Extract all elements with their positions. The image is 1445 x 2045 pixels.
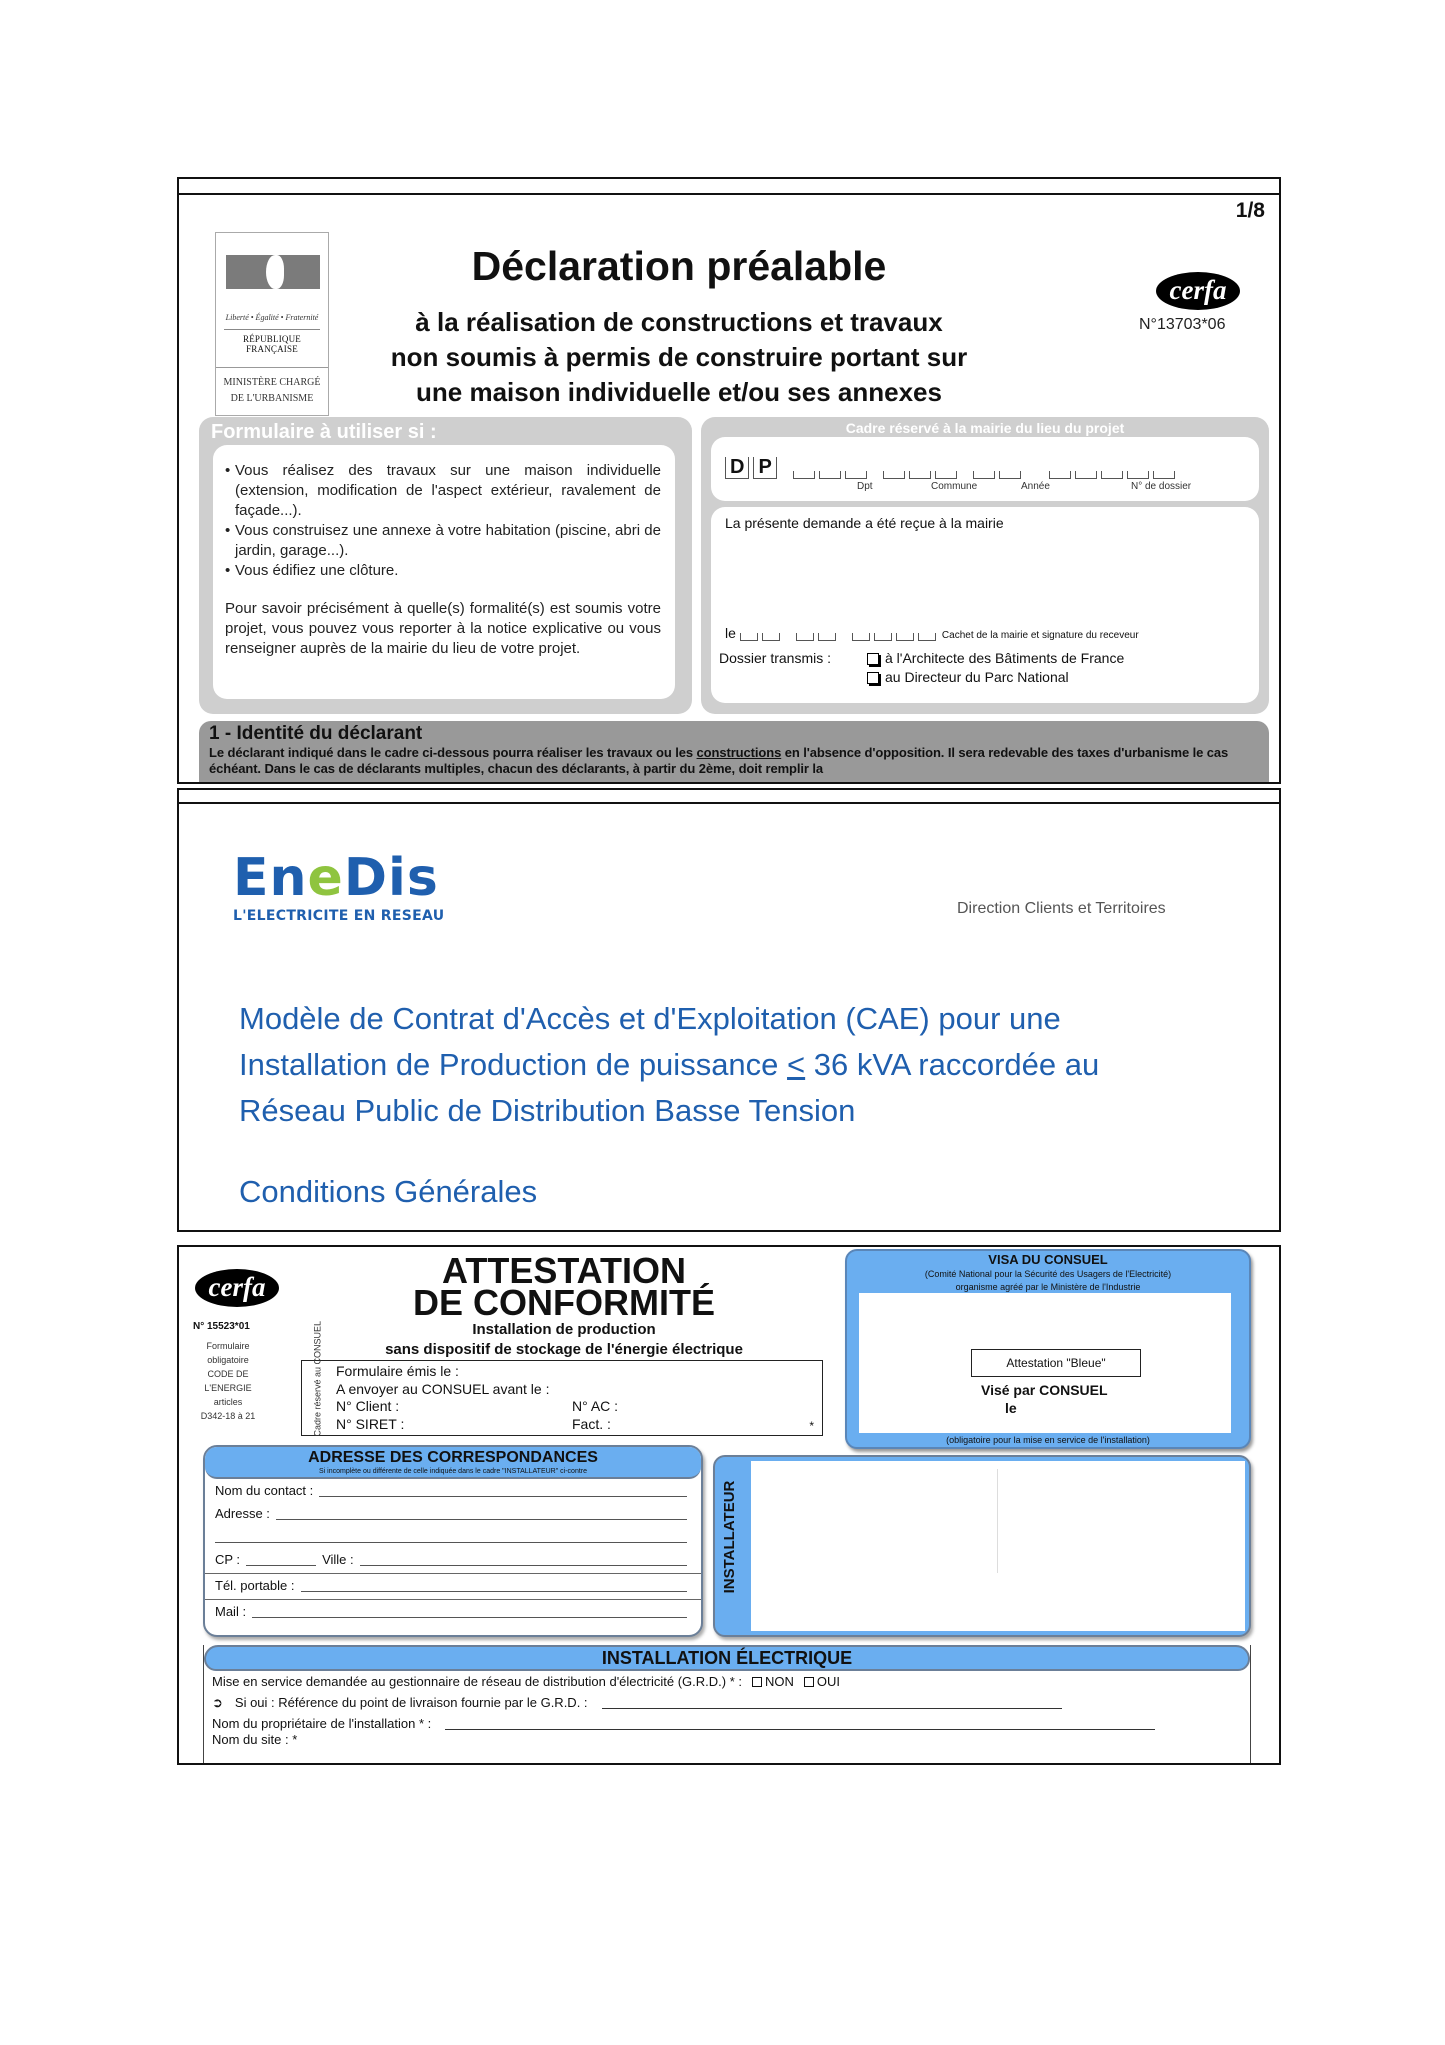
cerfa-logo: cerfa: [1156, 272, 1240, 310]
dossier-number-box: [711, 437, 1259, 501]
correspondence-address-box: [203, 1445, 703, 1637]
required-star: *: [809, 1419, 814, 1433]
cerfa-number: N° 15523*01: [193, 1321, 250, 1332]
dpt-slot[interactable]: [819, 471, 841, 479]
date-slot[interactable]: [874, 633, 892, 641]
cerfa-number: N°13703*06: [1139, 316, 1226, 333]
checkbox-oui[interactable]: [804, 1677, 814, 1687]
dossier-slot[interactable]: [1127, 471, 1149, 479]
cerfa-logo: cerfa: [195, 1269, 279, 1307]
visa-stamp-area: [859, 1293, 1231, 1433]
option-oui: OUI: [816, 1674, 840, 1689]
page-number: 1/8: [1235, 199, 1265, 222]
phone-field[interactable]: Tél. portable :: [205, 1574, 701, 1597]
annee-slot[interactable]: [999, 471, 1021, 479]
field-client: N° Client :: [336, 1398, 400, 1414]
option-label: à l'Architecte des Bâtiments de France: [885, 650, 1125, 666]
dp-letter: P: [753, 457, 776, 479]
contact-input-line[interactable]: [319, 1485, 687, 1497]
attestation-subtitle-2: sans dispositif de stockage de l'énergie électrique: [385, 1341, 743, 1358]
section-identite-declarant: [199, 721, 1269, 784]
date-slot[interactable]: [918, 633, 936, 641]
usage-list: [225, 461, 661, 581]
subtitle-line: non soumis à permis de construire portant sur: [390, 342, 968, 372]
cp-city-field[interactable]: CP : Ville :: [205, 1548, 701, 1571]
logo-ministry: [218, 375, 326, 407]
le-label: le: [725, 625, 736, 641]
pdl-reference-row[interactable]: ➲ Si oui : Référence du point de livraison fournie par le G.R.D. :: [204, 1692, 1250, 1713]
conditions-generales-heading: Conditions Générales: [239, 1174, 538, 1209]
cachet-label: Cachet de la mairie et signature du receveur: [941, 630, 1139, 641]
section-text-part: en l'absence d'opposition. Il sera redevable des taxes d'urbanisme le cas échéant. Dans le cas de déclarants multiples, chacun des déclarants, à partir du 2ème, doit remplir la: [209, 745, 1229, 776]
city-input-line[interactable]: [360, 1554, 687, 1566]
electrical-installation-section: [203, 1645, 1251, 1765]
commune-slot[interactable]: [883, 471, 905, 479]
department-label: Direction Clients et Territoires: [957, 900, 1166, 917]
republique-francaise-logo: [215, 232, 329, 416]
transmis-label: Dossier transmis :: [719, 650, 832, 666]
enedis-wordmark: EneDis: [233, 848, 439, 908]
usage-item: • Vous construisez une annexe à votre habitation (piscine, abri de jardin, garage...).: [225, 521, 661, 561]
contact-field[interactable]: Nom du contact :: [205, 1479, 701, 1502]
contract-title: [239, 996, 1239, 1134]
consuel-fields-right: [572, 1398, 618, 1433]
field-ac: N° AC :: [572, 1398, 619, 1414]
mail-input-line[interactable]: [252, 1606, 687, 1618]
mairie-heading: Cadre réservé à la mairie du lieu du projet: [845, 420, 1125, 436]
dp-letter: D: [725, 457, 749, 479]
dpt-slot[interactable]: [845, 471, 867, 479]
pdl-input-line[interactable]: [602, 1697, 1062, 1709]
date-slot[interactable]: [740, 633, 758, 641]
date-slot[interactable]: [762, 633, 780, 641]
declaration-prealable-page: [177, 177, 1281, 784]
installer-label: INSTALLATEUR: [721, 1480, 738, 1594]
title-line: Installation de Production de puissance < 36 kVA raccordée au: [239, 1047, 1100, 1082]
owner-name-row[interactable]: Nom du propriétaire de l'installation * :: [204, 1713, 1250, 1734]
visa-heading: VISA DU CONSUEL: [988, 1252, 1108, 1267]
usage-paragraph: Pour savoir précisément à quelle(s) formalité(s) est soumis votre projet, vous pouvez vous reporter à la notice explicative ou vous renseigner auprès de la mairie du lieu de votre projet.: [225, 600, 661, 657]
label-dossier: N° de dossier: [1131, 481, 1192, 492]
commune-slot[interactable]: [909, 471, 931, 479]
address-field-2[interactable]: [205, 1525, 701, 1548]
enedis-tagline: L'ELECTRICITE EN RESEAU: [233, 908, 445, 924]
form-title: Déclaration préalable: [471, 243, 887, 289]
usage-conditions-box: [199, 417, 692, 714]
address-input-line-2[interactable]: [215, 1531, 687, 1543]
address-subheading: Si incomplète ou différente de celle indiquée dans le cadre "INSTALLATEUR" ci-contre: [319, 1468, 587, 1475]
logo-republic: RÉPUBLIQUE FRANÇAISE: [224, 329, 320, 354]
dossier-slot[interactable]: [1075, 471, 1097, 479]
reception-date-fields: [725, 625, 1139, 641]
logo-motto: Liberté • Égalité • Fraternité: [225, 313, 319, 322]
transmis-option-parc[interactable]: [867, 668, 1069, 687]
arrow-icon: ➲: [212, 1695, 223, 1710]
date-slot[interactable]: [796, 633, 814, 641]
consuel-vertical-label: Cadre réservé au CONSUEL: [312, 1320, 323, 1437]
annee-slot[interactable]: [973, 471, 995, 479]
mairie-reserved-box: [701, 417, 1269, 714]
obligatory-note: Formulaire obligatoire CODE DE L'ENERGIE articles D342-18 à 21: [200, 1341, 256, 1421]
section-text: [209, 745, 1259, 777]
ministry-line-1: MINISTÈRE CHARGÉ: [223, 377, 321, 388]
subtitle-line: une maison individuelle et/ou ses annexes: [416, 377, 942, 407]
field-siret: N° SIRET :: [336, 1415, 405, 1432]
date-slot[interactable]: [896, 633, 914, 641]
installer-divider: [997, 1469, 998, 1573]
ministry-line-2: DE L'URBANISME: [230, 393, 314, 404]
title-line: Réseau Public de Distribution Basse Tension: [239, 1093, 856, 1128]
option-label: au Directeur du Parc National: [885, 669, 1069, 685]
header-rule: [179, 193, 1279, 195]
section-title: 1 - Identité du déclarant: [209, 723, 423, 744]
usage-heading: Formulaire à utiliser si :: [211, 421, 437, 443]
cp-input-line[interactable]: [246, 1554, 316, 1566]
address-field[interactable]: Adresse :: [205, 1502, 701, 1525]
checkbox-abf[interactable]: [867, 653, 879, 665]
field-emis-le: Formulaire émis le :: [336, 1363, 459, 1379]
logo-divider: [216, 367, 328, 368]
address-heading: ADRESSE DES CORRESPONDANCES: [308, 1449, 598, 1466]
owner-input-line[interactable]: [445, 1718, 1155, 1730]
date-slot[interactable]: [818, 633, 836, 641]
label-annee: Année: [1021, 481, 1050, 492]
installer-stamp-area[interactable]: [751, 1461, 1245, 1631]
address-input-line[interactable]: [276, 1508, 687, 1520]
attestation-title: ATTESTATION DE CONFORMITÉ: [413, 1250, 715, 1323]
attestation-conformite-page: [177, 1245, 1281, 1765]
section-text-part: Le déclarant indiqué dans le cadre ci-dessous pourra réaliser les travaux ou les: [209, 745, 697, 760]
dossier-slot[interactable]: [1101, 471, 1123, 479]
phone-input-line[interactable]: [301, 1580, 688, 1592]
label-commune: Commune: [931, 481, 978, 492]
mise-en-service-row: Mise en service demandée au gestionnaire de réseau de distribution d'électricité (G.R.D.) * : NON OUI: [204, 1671, 1250, 1692]
option-non: NON: [764, 1674, 794, 1689]
reception-box: [711, 507, 1259, 703]
checkbox-parc[interactable]: [867, 672, 879, 684]
visa-consuel-box: [845, 1249, 1251, 1449]
site-name-row[interactable]: Nom du site : *: [212, 1734, 298, 1746]
usage-content: [213, 445, 675, 699]
attestation-subtitle: Installation de production: [472, 1321, 656, 1338]
transmis-option-abf[interactable]: [867, 649, 1124, 668]
field-fact: Fact. :: [572, 1415, 611, 1432]
enedis-cae-cover: [177, 788, 1281, 1232]
dpt-slot[interactable]: [793, 471, 815, 479]
subtitle-line: à la réalisation de constructions et travaux: [415, 307, 943, 337]
attestation-bleue-badge: Attestation "Bleue": [971, 1349, 1141, 1377]
dossier-number-fields: [725, 457, 1175, 479]
reception-text: La présente demande a été reçue à la mairie: [725, 515, 1004, 531]
checkbox-non[interactable]: [752, 1677, 762, 1687]
form-subtitle: [329, 305, 1029, 410]
label-dpt: Dpt: [857, 481, 873, 492]
constructions-link[interactable]: constructions: [696, 745, 782, 760]
marianne-icon: [226, 255, 320, 289]
usage-item: • Vous édifiez une clôture.: [225, 561, 661, 581]
installer-box: [713, 1455, 1251, 1637]
dossier-slot[interactable]: [1153, 471, 1175, 479]
visa-subheading: (Comité National pour la Sécurité des Usagers de l'Electricité) organisme agréé par le Ministère de l'Industrie: [924, 1269, 1172, 1292]
mail-field[interactable]: Mail :: [205, 1600, 701, 1623]
address-header: [205, 1447, 701, 1479]
electrical-heading: INSTALLATION ÉLECTRIQUE: [204, 1645, 1250, 1671]
title-line: Modèle de Contrat d'Accès et d'Exploitation (CAE) pour une: [239, 1001, 1061, 1036]
consuel-fields: [336, 1363, 549, 1433]
dossier-slot[interactable]: [1049, 471, 1071, 479]
usage-item: • Vous réalisez des travaux sur une maison individuelle (extension, modification de l'aspect extérieur, ravalement de façade...).: [225, 461, 661, 521]
vise-par-consuel: Visé par CONSUEL le: [981, 1382, 1108, 1416]
commune-slot[interactable]: [935, 471, 957, 479]
visa-footer: (obligatoire pour la mise en service de l'installation): [946, 1435, 1150, 1445]
field-envoyer-avant: A envoyer au CONSUEL avant le :: [336, 1380, 550, 1397]
enedis-logo: [233, 850, 444, 924]
header-rule: [179, 802, 1279, 804]
date-slot[interactable]: [852, 633, 870, 641]
